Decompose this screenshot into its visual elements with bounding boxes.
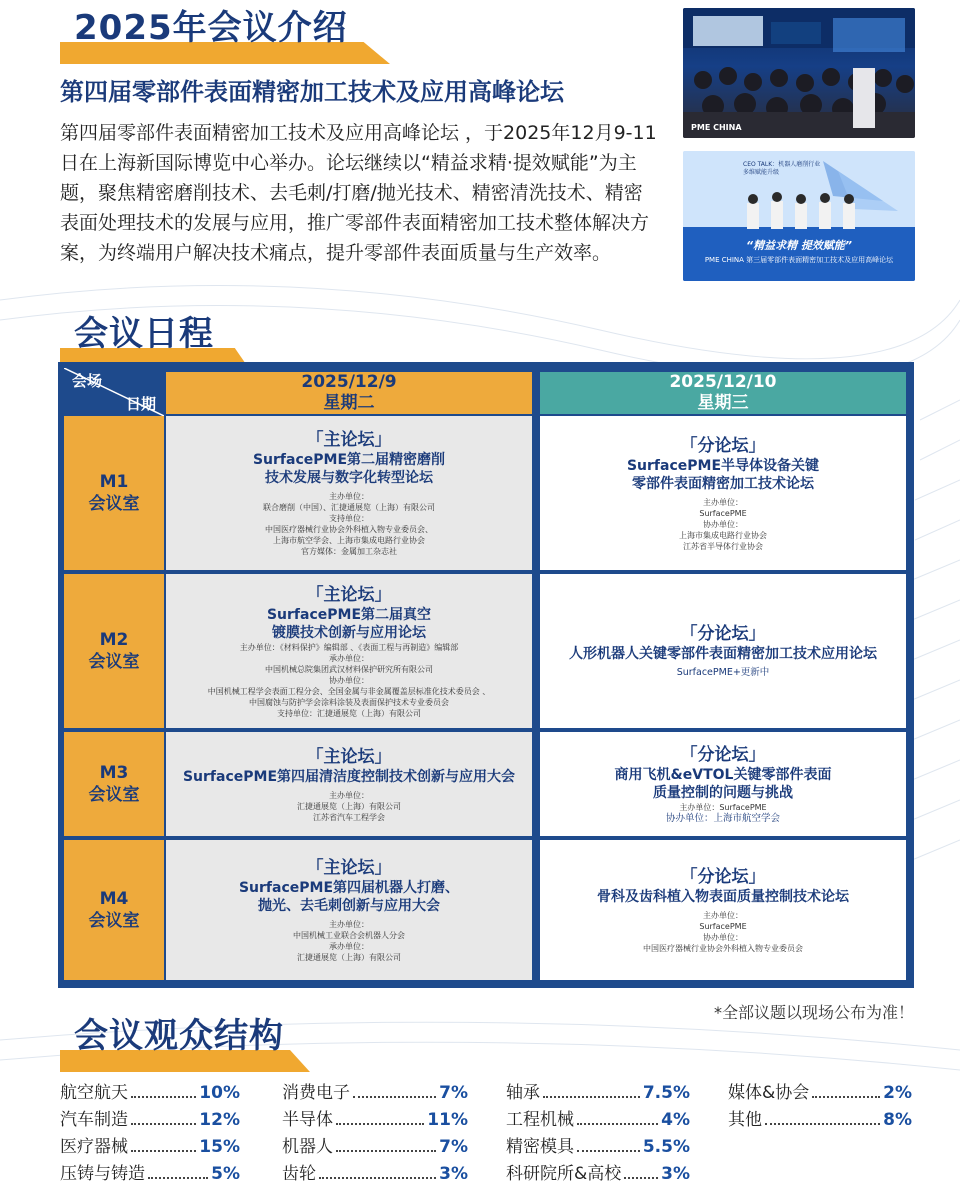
audience-item — [60, 1132, 240, 1159]
session-org: 协办单位： — [703, 519, 743, 529]
audience-value: 4% — [661, 1110, 690, 1130]
session-org: 主办单位： — [329, 790, 369, 800]
day2-date: 2025/12/10 — [669, 372, 777, 392]
session-org: 主办单位： — [329, 920, 369, 929]
session-org: 协办单位：上海市航空学会 — [665, 812, 780, 824]
session-org: 中国腐蚀与防护学会涂料涂装及表面保护技术专业委员会 — [249, 697, 449, 707]
room-m1 — [64, 416, 164, 570]
session-org: 上海市集成电路行业协会 — [679, 530, 767, 540]
schedule-table — [58, 362, 914, 988]
audience-label: 媒体&协会 — [728, 1083, 810, 1103]
audience-label: 机器人 — [282, 1137, 333, 1157]
audience-item — [728, 1078, 912, 1105]
session-title: 人形机器人关键零部件表面精密加工技术应用论坛 — [569, 646, 877, 662]
session-org: 中国机械工程学会表面工程分会、全国金属与非金属覆盖层标准化技术委员会 、 — [207, 686, 491, 696]
session-org: SurfacePME — [699, 508, 747, 518]
session-org: 中国医疗器械行业协会外科植入物专业委员会 — [643, 944, 803, 953]
photo1-caption: PME CHINA — [691, 123, 742, 132]
session-title: SurfacePME第二届真空 — [266, 606, 432, 623]
audience-value: 7.5% — [642, 1083, 690, 1103]
session-m1-day2 — [540, 416, 906, 570]
audience-label: 汽车制造 — [60, 1110, 128, 1130]
session-org: 协办单位： — [703, 933, 743, 942]
audience-item — [60, 1159, 240, 1186]
audience-label: 齿轮 — [282, 1164, 316, 1184]
audience-value: 12% — [199, 1110, 240, 1130]
audience-item — [282, 1159, 468, 1186]
session-m1-day1 — [166, 416, 532, 570]
session-title: 零部件表面精密加工技术论坛 — [632, 475, 814, 492]
audience-label: 轴承 — [506, 1083, 540, 1103]
session-tag: 「分论坛」 — [680, 624, 766, 644]
photo-audience-illustration — [683, 8, 915, 138]
audience-value: 7% — [439, 1137, 468, 1157]
session-org: 支持单位：汇捷通展览（上海）有限公司 — [277, 708, 421, 718]
audience-heading: 会议观众结构 — [74, 1016, 284, 1056]
audience-label: 其他 — [728, 1110, 762, 1130]
audience-value: 11% — [427, 1110, 468, 1130]
session-tag: 「主论坛」 — [306, 746, 392, 767]
session-tag: 「分论坛」 — [680, 744, 766, 765]
room-m4 — [64, 840, 164, 980]
session-org: 承办单位： — [329, 942, 369, 951]
room-code: M1 — [99, 472, 129, 492]
audience-label: 压铸与铸造 — [60, 1164, 145, 1184]
audience-column-3 — [506, 1078, 690, 1186]
audience-item — [282, 1078, 468, 1105]
audience-column-4 — [728, 1078, 912, 1132]
room-name: 会议室 — [88, 494, 140, 514]
session-org: 中国机械工业联合会机器人分会 — [293, 931, 405, 940]
audience-value: 5.5% — [642, 1137, 690, 1157]
audience-item — [728, 1105, 912, 1132]
audience-value: 2% — [883, 1083, 912, 1103]
forum-title: 第四届零部件表面精密加工技术及应用高峰论坛 — [60, 78, 564, 106]
photo2-slogan: “精益求精 提效赋能” — [746, 239, 852, 252]
session-title: SurfacePME第四届机器人打磨、 — [238, 880, 460, 896]
intro-heading: 2025年会议介绍 — [74, 8, 348, 48]
audience-label: 工程机械 — [506, 1110, 574, 1130]
audience-label: 科研院所&高校 — [506, 1164, 622, 1184]
session-org: 承办单位： — [329, 653, 369, 663]
session-tag: 「主论坛」 — [306, 858, 392, 878]
session-org: 江苏省半导体行业协会 — [683, 541, 763, 551]
audience-label: 医疗器械 — [60, 1137, 128, 1157]
audience-item — [506, 1159, 690, 1186]
audience-value: 10% — [199, 1083, 240, 1103]
session-title: SurfacePME第二届精密磨削 — [252, 452, 446, 468]
session-m2-day2 — [540, 574, 906, 728]
audience-item — [506, 1078, 690, 1105]
session-title: SurfacePME第四届清洁度控制技术创新与应用大会 — [182, 768, 516, 785]
session-title: 镀膜技术创新与应用论坛 — [272, 624, 426, 641]
session-org: 协办单位： — [329, 675, 369, 685]
day1-date: 2025/12/9 — [301, 372, 397, 392]
session-org: 联合磨削（中国）、汇捷通展览（上海）有限公司 — [263, 503, 435, 512]
audience-item — [282, 1132, 468, 1159]
room-name: 会议室 — [88, 911, 140, 931]
session-org: 支持单位： — [329, 514, 369, 523]
audience-column-1 — [60, 1078, 240, 1186]
session-org: 汇捷通展览（上海）有限公司 — [297, 953, 401, 962]
schedule-note: *全部议题以现场公布为准！ — [713, 1003, 914, 1022]
session-m3-day1 — [166, 732, 532, 836]
audience-label: 消费电子 — [282, 1083, 350, 1103]
room-code: M4 — [99, 889, 129, 909]
audience-label: 半导体 — [282, 1110, 333, 1130]
intro-body: 第四届零部件表面精密加工技术及应用高峰论坛 ，于2025年12月9-11日在上海新国际博览中心举办。论坛继续以“精益求精·提效赋能”为主题，聚焦精密磨削技术、去毛刺/打磨/抛光技术、精密清洗技术、精密表面处理技术的发展与应用，推广零部件表面精密加工技术整体解决方案，为终端用户解决技术痛点，提升零部件表面质量与生产效率。 — [60, 122, 657, 264]
photo2-screen-text: CEO TALK：机器人磨削行业 多维赋能升级 — [743, 161, 821, 176]
room-m3 — [64, 732, 164, 836]
session-org: 主办单位： — [703, 497, 743, 507]
session-org: 主办单位： — [329, 492, 369, 501]
audience-label: 航空航天 — [60, 1083, 128, 1103]
day2-weekday: 星期三 — [697, 393, 749, 413]
date-header-day2 — [540, 372, 906, 414]
session-title: SurfacePME半导体设备关键 — [626, 457, 820, 474]
room-code: M2 — [99, 630, 129, 650]
session-m2-day1 — [166, 574, 532, 728]
audience-item — [506, 1105, 690, 1132]
session-title: 骨科及齿科植入物表面质量控制技术论坛 — [597, 889, 849, 905]
session-org: 上海市航空学会、上海市集成电路行业协会 — [273, 536, 425, 545]
section-heading-audience — [60, 1014, 284, 1072]
session-org: 主办单位： — [703, 911, 743, 920]
audience-item — [60, 1078, 240, 1105]
photo-panel-discussion — [683, 151, 915, 281]
session-org: 主办单位：SurfacePME — [679, 802, 767, 812]
session-org: 官方媒体：金属加工杂志社 — [301, 547, 397, 556]
room-name: 会议室 — [88, 652, 140, 672]
session-org: 汇捷通展览（上海）有限公司 — [297, 801, 401, 811]
session-tag: 「分论坛」 — [680, 435, 766, 456]
section-heading-intro — [60, 6, 348, 64]
session-title: 技术发展与数字化转型论坛 — [265, 470, 433, 486]
room-m2 — [64, 574, 164, 728]
session-org: 江苏省汽车工程学会 — [313, 812, 385, 822]
corner-venue-label: 会场 — [72, 372, 103, 390]
session-tag: 「主论坛」 — [306, 430, 392, 450]
session-title: 抛光、去毛刺创新与应用大会 — [258, 898, 440, 914]
audience-value: 5% — [211, 1164, 240, 1184]
audience-value: 3% — [661, 1164, 690, 1184]
room-name: 会议室 — [88, 785, 140, 805]
session-org: 主办单位：《材料保护》编辑部 、《表面工程与再制造》编辑部 — [239, 642, 459, 652]
session-org: 中国医疗器械行业协会外科植入物专业委员会、 — [265, 525, 433, 534]
session-title: 商用飞机&eVTOL关键零部件表面 — [614, 766, 832, 783]
session-tag: 「分论坛」 — [680, 867, 766, 887]
audience-value: 7% — [439, 1083, 468, 1103]
audience-column-2 — [282, 1078, 468, 1186]
audience-label: 精密模具 — [506, 1137, 574, 1157]
session-org: 中国机械总院集团武汉材料保护研究所有限公司 — [265, 664, 433, 674]
corner-date-label: 日期 — [125, 395, 156, 413]
photo-audience — [683, 8, 915, 138]
audience-value: 15% — [199, 1137, 240, 1157]
session-m4-day2 — [540, 840, 906, 980]
day1-weekday: 星期二 — [323, 393, 375, 413]
session-org: SurfacePME+更新中 — [676, 667, 770, 678]
session-org: SurfacePME — [699, 922, 747, 931]
session-m3-day2 — [540, 732, 906, 836]
audience-value: 8% — [883, 1110, 912, 1130]
date-header-day1 — [166, 372, 532, 414]
audience-value: 3% — [439, 1164, 468, 1184]
audience-item — [282, 1105, 468, 1132]
session-tag: 「主论坛」 — [306, 584, 392, 605]
audience-item — [60, 1105, 240, 1132]
table-corner — [64, 368, 164, 416]
session-title: 质量控制的问题与挑战 — [653, 784, 793, 801]
room-code: M3 — [99, 763, 129, 783]
audience-item — [506, 1132, 690, 1159]
session-m4-day1 — [166, 840, 532, 980]
photo2-caption: PME CHINA 第三届零部件表面精密加工技术及应用高峰论坛 — [704, 256, 894, 264]
schedule-heading: 会议日程 — [74, 314, 214, 354]
